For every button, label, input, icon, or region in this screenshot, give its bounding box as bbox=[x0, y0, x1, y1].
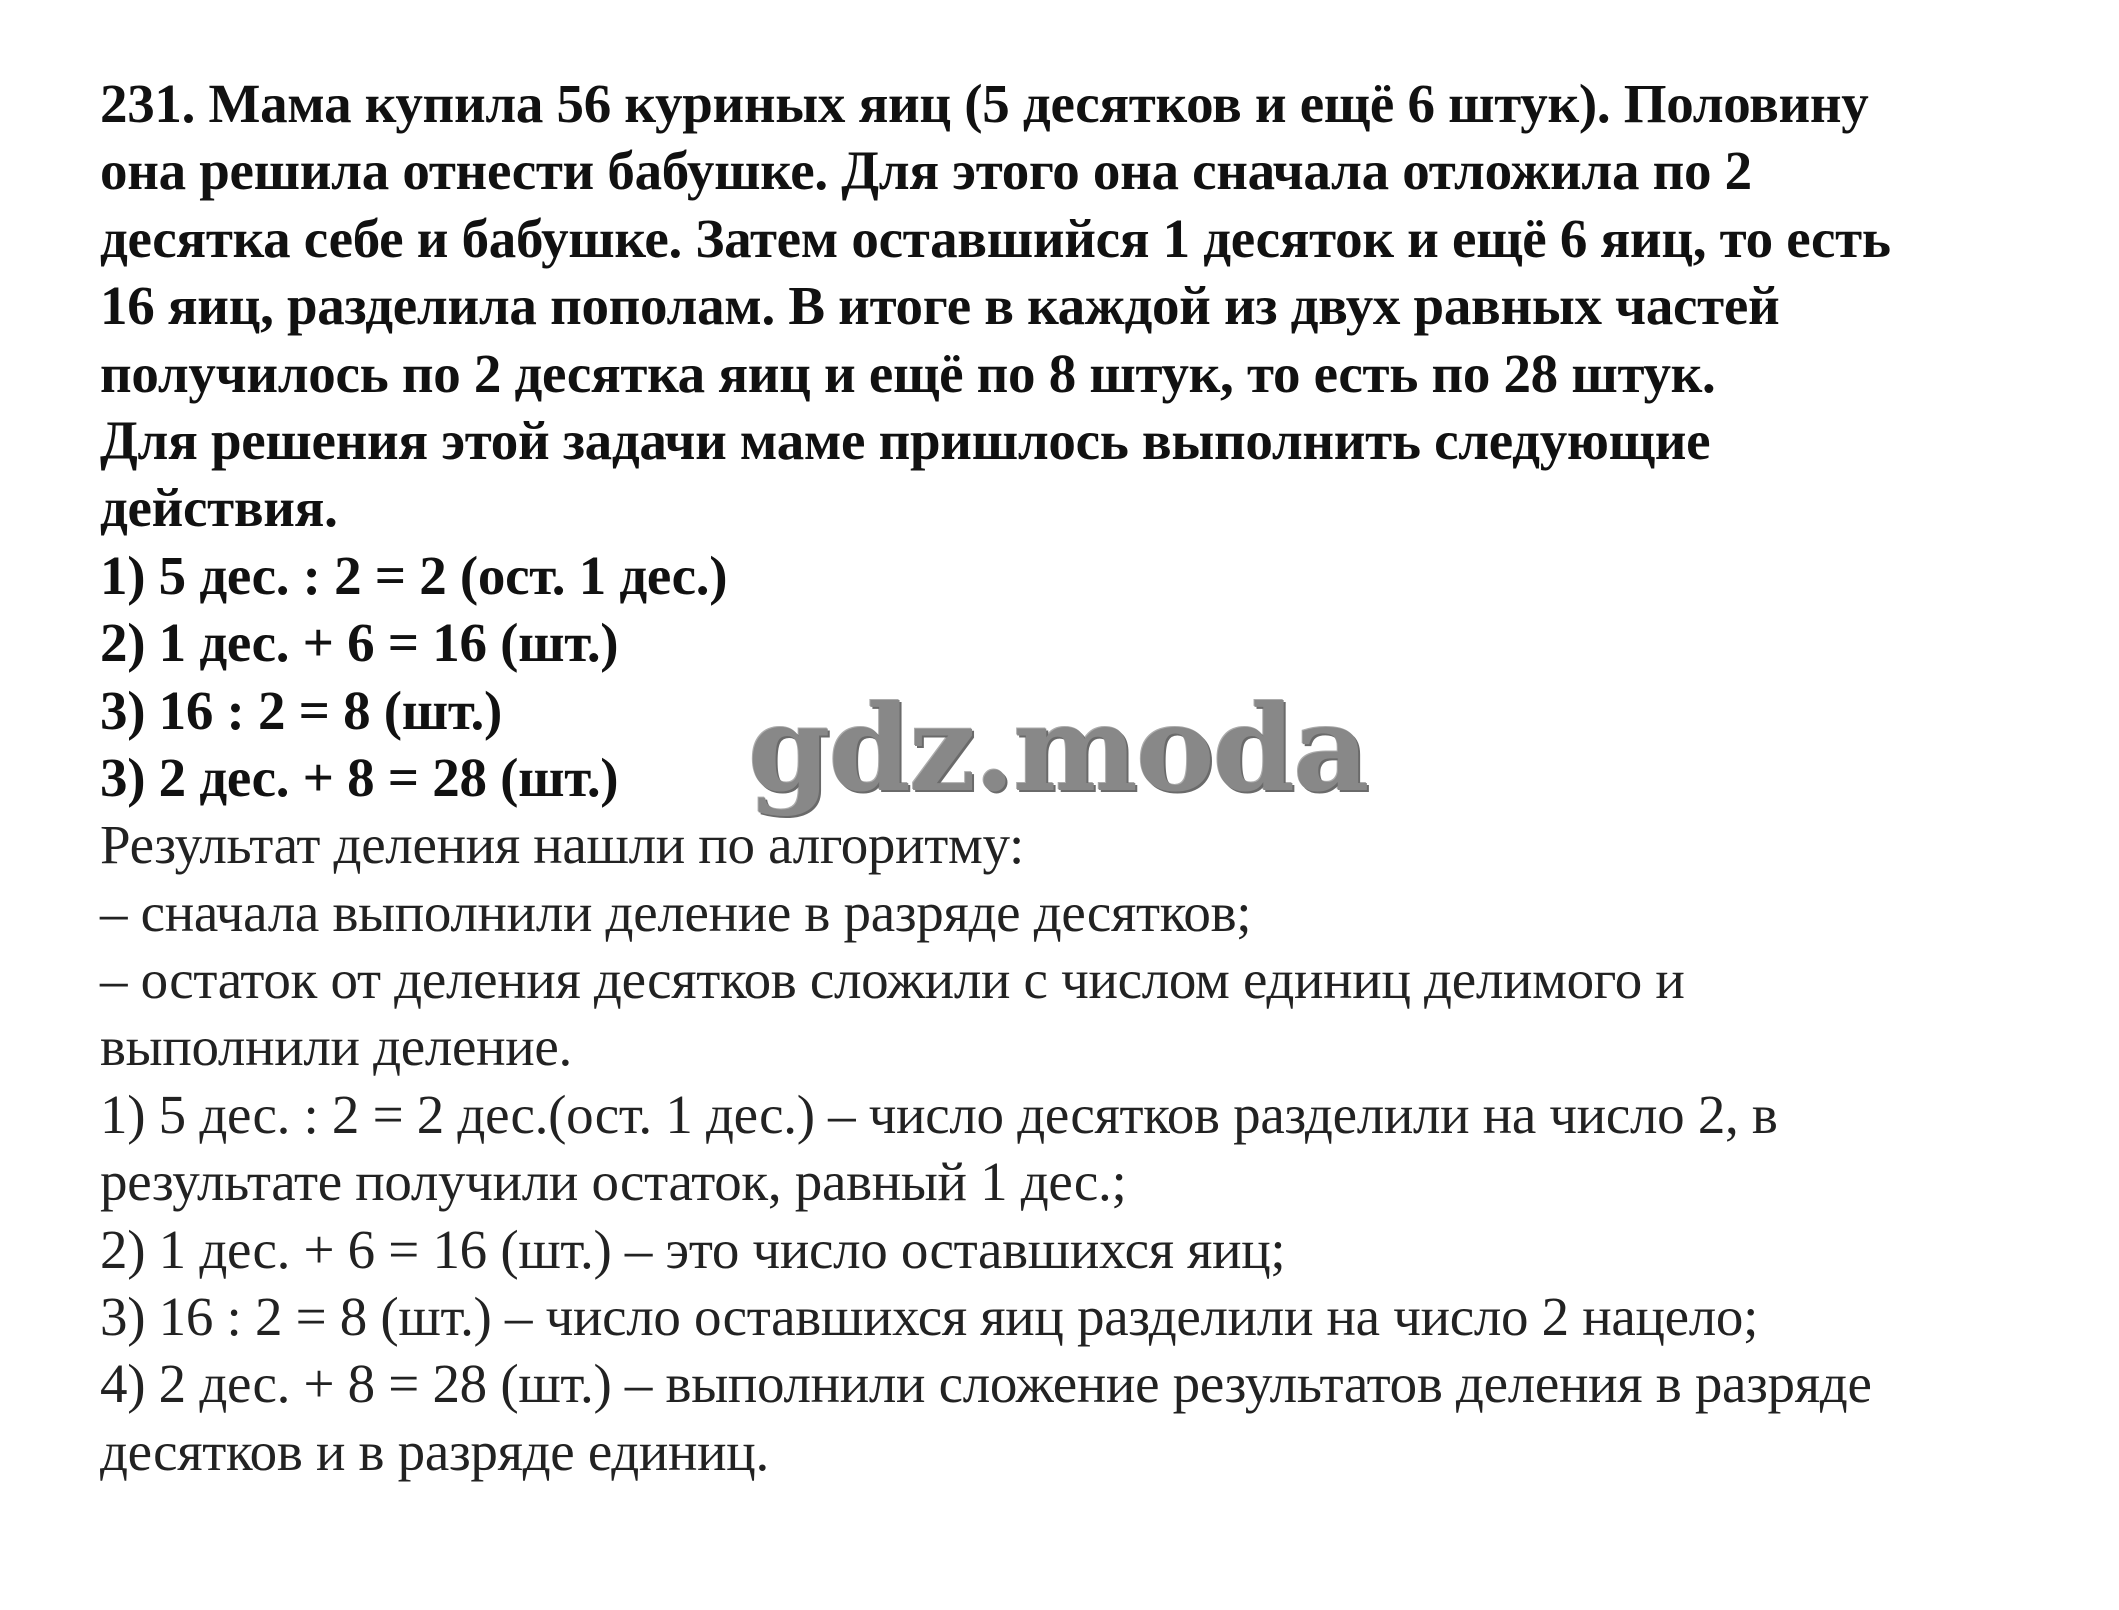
explanation-line: 1) 5 дес. : 2 = 2 дес.(ост. 1 дес.) – число десятков разделили на число 2, в bbox=[100, 1083, 1778, 1145]
solution-step: 3) 16 : 2 = 8 (шт.) bbox=[100, 679, 502, 741]
problem-line: получилось по 2 десятка яиц и ещё по 8 штук, то есть по 28 штук. bbox=[100, 342, 1716, 404]
explanation-line: – остаток от деления десятков сложили с числом единиц делимого и bbox=[100, 949, 1685, 1011]
problem-line: она решила отнести бабушке. Для этого она сначала отложила по 2 bbox=[100, 140, 1752, 202]
explanation-line: – сначала выполнили деление в разряде десятков; bbox=[100, 881, 1252, 943]
problem-line: Для решения этой задачи маме пришлось выполнить следующие bbox=[100, 409, 1711, 471]
solution-step: 3) 2 дес. + 8 = 28 (шт.) bbox=[100, 746, 619, 808]
solution-step: 1) 5 дес. : 2 = 2 (ост. 1 дес.) bbox=[100, 544, 728, 606]
explanation-line: 4) 2 дес. + 8 = 28 (шт.) – выполнили сложение результатов деления в разряде bbox=[100, 1353, 1872, 1415]
problem-line: десятка себе и бабушке. Затем оставшийся 1 десяток и ещё 6 яиц, то есть bbox=[100, 207, 1891, 269]
explanation-line: 2) 1 дес. + 6 = 16 (шт.) – это число оставшихся яиц; bbox=[100, 1218, 1286, 1280]
explanation-line: результате получили остаток, равный 1 дес.; bbox=[100, 1151, 1127, 1213]
explanation-line: Результат деления нашли по алгоритму: bbox=[100, 814, 1024, 876]
watermark-logo: gdz.moda bbox=[748, 679, 1368, 818]
problem-line: 231. Мама купила 56 куриных яиц (5 десятков и ещё 6 штук). Половину bbox=[100, 73, 1869, 134]
problem-line: 16 яиц, разделила пополам. В итоге в каждой из двух равных частей bbox=[100, 275, 1780, 337]
explanation-line: 3) 16 : 2 = 8 (шт.) – число оставшихся яиц разделили на число 2 нацело; bbox=[100, 1286, 1759, 1348]
problem-line: действия. bbox=[100, 477, 338, 539]
explanation-line: выполнили деление. bbox=[100, 1016, 572, 1078]
solution-step: 2) 1 дес. + 6 = 16 (шт.) bbox=[100, 612, 619, 674]
explanation-line: десятков и в разряде единиц. bbox=[100, 1420, 769, 1482]
